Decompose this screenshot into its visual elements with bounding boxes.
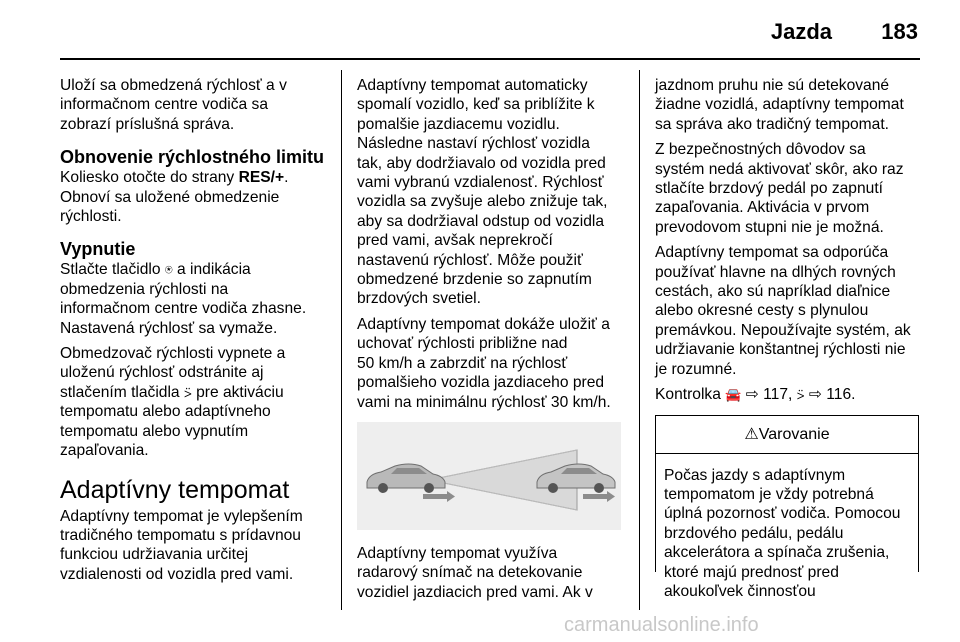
- speed-limiter-icon: ⍟: [164, 262, 173, 278]
- radar-illustration: [357, 422, 621, 530]
- indicator-reference: Kontrolka 🚘 ⇨ 117, ⍩ ⇨ 116.: [655, 386, 856, 404]
- restore-heading: Obnovenie rýchlostného limitu: [60, 147, 325, 168]
- off-heading: Vypnutie: [60, 239, 136, 260]
- page-ref-link[interactable]: 116.: [821, 386, 856, 404]
- warning-box: [655, 415, 919, 600]
- acc-description: Adaptívny tempomat automaticky spomalí vozidlo, keď sa priblížite k pomalšie jazdiacemu vozidlu. Následne nastaví rýchlosť vozidla tak, aby dodržiavalo od vozidla pred vami vybranú vzdialenosť. Rýchlosť vozidla sa zvyšuje alebo znižuje tak, aby sa dodržiaval odstup od vozidla pred vami, avšak neprekročí nastavenú rýchlosť. Môže použiť obmedzené brzdenie so zapnutím brzdových svetiel.: [357, 77, 608, 308]
- column-2: [357, 76, 623, 608]
- car-indicator-icon: 🚘: [725, 387, 742, 403]
- intro-paragraph: Uloží sa obmedzená rýchlosť a v informačnom centre vodiča sa zobrazí príslušná správa.: [60, 77, 287, 133]
- cruise-control-icon: ⍩: [796, 387, 805, 403]
- res-key: RES/+: [238, 169, 285, 187]
- acc-heading: Adaptívny tempomat: [60, 475, 290, 504]
- safety-paragraph: Z bezpečnostných dôvodov sa systém nedá aktivovať skôr, ako raz stlačíte brzdový pedál po zapnutí zapaľovania. Aktivácia v prvom prevodovom stupni nie je možná.: [655, 141, 904, 236]
- section-title: Jazda: [770, 19, 832, 44]
- column-3: [655, 76, 923, 600]
- speed-range-paragraph: Adaptívny tempomat dokáže uložiť a uchovať rýchlosti približne nad 50 km/h a zabrzdiť na rýchlosť pomalšieho vozidla jazdiaceho pred vami na minimálnu rýchlosť 30 km/h.: [357, 315, 611, 411]
- off-paragraph: Stlačte tlačidlo ⍟ a indikácia obmedzenia rýchlosti na informačnom centre vodiča zhasne. Nastavená rýchlosť sa vymaže.: [60, 261, 307, 337]
- page-ref-arrow-icon: ⇨: [808, 386, 822, 404]
- column-1: [60, 76, 325, 590]
- header-rule: [60, 58, 920, 60]
- delete-paragraph: Obmedzovač rýchlosti vypnete a uloženú rýchlosť odstránite aj stlačením tlačidla ⍩ pre aktiváciu tempomatu alebo adaptívneho tempomatu alebo vypnutím zapaľovania.: [60, 345, 286, 460]
- rear-car: [367, 464, 445, 493]
- warning-title: Varovanie: [758, 425, 830, 443]
- warning-header: [656, 416, 918, 454]
- column-divider: [341, 70, 342, 610]
- page-ref-link[interactable]: 117,: [758, 386, 797, 404]
- radar-paragraph: Adaptívny tempomat využíva radarový snímač na detekovanie vozidiel jazdiacich pred vami. Ak v: [357, 544, 593, 601]
- page-header: [60, 18, 920, 52]
- page-ref-arrow-icon: ⇨: [745, 386, 759, 404]
- no-vehicle-paragraph: jazdnom pruhu nie sú detekované žiadne vozidlá, adaptívny tempomat sa správa ako tradičný tempomat.: [655, 77, 904, 133]
- usage-paragraph: Adaptívny tempomat sa odporúča používať hlavne na dlhých rovných cestách, ako sú napríklad diaľnice alebo okresné cesty s plynulou premávkou. Nepoužívajte systém, ak udržiavanie konštantnej rýchlosti nie je rozumné.: [655, 244, 911, 378]
- watermark: carmanualsonline.info: [564, 614, 759, 636]
- acc-paragraph: Adaptívny tempomat je vylepšením tradičného tempomatu s prídavnou funkciou udržiavania určitej vzdialenosti od vozidla pred vami.: [60, 507, 303, 583]
- restore-paragraph: Koliesko otočte do strany RES/+. Obnoví sa uložené obmedzenie rýchlosti.: [60, 169, 289, 226]
- warning-triangle-icon: ⚠: [744, 425, 759, 443]
- column-divider: [639, 70, 640, 610]
- page-number: 183: [881, 19, 918, 44]
- cruise-control-icon: ⍩: [183, 384, 192, 400]
- warning-body: Počas jazdy s adaptívnym tempomatom je vždy potrebná úplná pozornosť vodiča. Pomocou brzdového pedálu, pedálu akcelerátora a spínača zrušenia, ktoré majú prednosť pred akoukoľvek činnosťou: [664, 466, 901, 600]
- radar-cars-image: [357, 422, 621, 530]
